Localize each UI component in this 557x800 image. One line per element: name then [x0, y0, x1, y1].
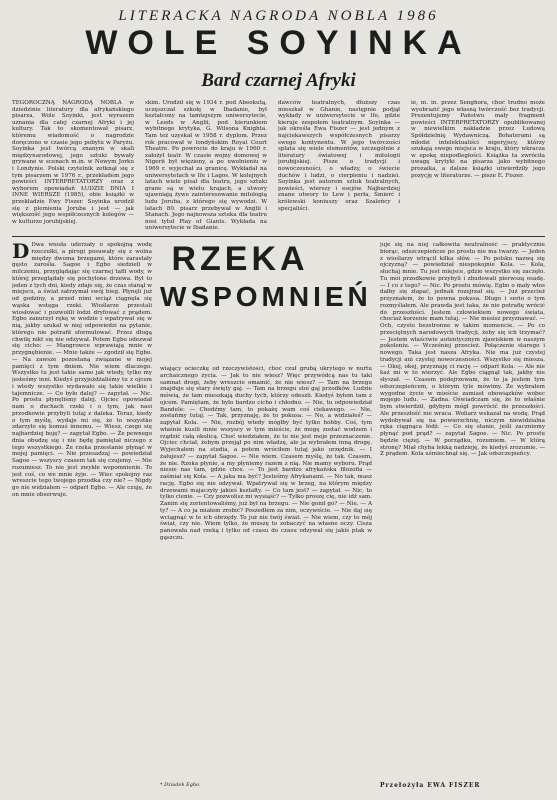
- drop-cap: D: [12, 242, 30, 263]
- article-title-line-2: WSPOMNIEŃ: [160, 281, 372, 312]
- intro-column-3: dawców teatralnych, dłuższy czas mieszkał w Ghanie, następnie podjął wykłady w uniwersytecie w Ife, gdzie kieruje zespołem teatralnym. Soyinka — jak określa Ewa Fiszer — jest jednym z najciekawszych współczesnych pisarzy swego kontynentu. W jego twórczości splata się wiele elementów, szczególnie z literatury światowej i mitologii jorubijskiej. Pisze o tradycji i nowoczesności, o władzy, o świecie duchów i ludzi, o cierpieniu i nadziei. Soyinka jest autorem sztuk teatralnych, powieści, wierszy i esejów. Najbardziej znane utwory to Lew i perła, Śmierć i królewski koniuszy oraz Szaleńcy i specjaliści.: [278, 100, 400, 212]
- article-title-line-1: RZEKA: [171, 240, 309, 278]
- translator-credit: Przełożyła EWA FISZER: [380, 782, 481, 789]
- article-column-3: juje się na niej całkowita neutralność — praktycznie biorąc, odszczepieńcze po prostu nie ma twarzy. — Jeden z wioślarzy wtrącił kilka słów. — Po polsku nazwą się ojczyzną? — powiedział niespokojnie Kola. — Kola, słuchaj mnie. Tu jest miejsce, gdzie wszystko się zaczęło. Tu moi przodkowie przybyli i zbudowali pierwszą osadę. — I co z tego? — Nic. Po prostu mówię. Egbo o mały włos dałby się złapać, jednak rozejrzał się. — Już przecież przyznałem, że to pewna pokusa. Długo i serio o tym rozmyślałem. Ale prawda jest taka, że nie potrafię wrócić do przeszłości. Jestem człowiekiem nowego świata, chociaż korzenie mam tutaj. — Nie musisz przyznawać. — Och, czysto bezstronne w takim momencie. — Po co przeciętnych narodowych tradycji, żeby się ich trzymać? — Jestem właściwie autentycznym zjawiskiem w naszym pokoleniu. — Wcześniej przecież. Połączenie starego i nowego. Taka jest nasza Afryka. Nie ma już czystej tradycji ani czystej nowoczesności. Wszystko się miesza. — Okej, okej, przyznaję ci rację — odparł Kola. — Ale nie każ mi w to wierzyć. Ale Egbo ciągnął tak, jakby nie słyszał. — Czasem podejrzewam, że to ja jestem tym odszczepieńcem, o którym tyle mówimy. Że wybrałem wygodne życie w mieście zamiast obowiązków wobec mojego ludu. — Zadna. Oświadczam się, że to właśnie bym stwierdził, gdybym mógł powrócić do przeszłości. Ale przeszłość nie wraca. Woliarz wskazał na wodę. Prąd wydobywał się na powierzchnię, niczym niewidzialna ręka ciągnąca łódź. — Co się stanie, jeśli zaczniemy płynąć pod prąd? — zapytał Sagoe. — Nic. Po prostu będzie ciężej. — W porządku, rozumiem. — W którą stronę? Miał chyba lekką nadzieję, że kiedyś zrozumie. — Z prądem. Kola uśmiechnął się. — Jak odszczepieńcy.: [380, 242, 545, 458]
- subtitle-heading: Bard czarnej Afryki: [201, 70, 356, 91]
- article-column-2: wiający ucieczkę od rzeczywistości, choć czuł grubą ukrytego w nurtu archaicznego życia. — Jak to nie wiesz? Więc przywódcą nas tu taki samnat drogi, żeby wreszcie omamić, że nie wiesz? — Tam na brzegu znajduje się stary święty gaj. — Tam na brzegu stoi gaj przodków. Ludzie mówią, że tam mieszkają duchy tych, którzy odeszli. Kiedyś byłem tam z ojcem. Pamiętam, że było bardzo cicho i chłodno. — Nie, tu odpowiedział Bandele: — Chodźmy tam, to pokażę wam coś ciekawego. — Nie, zostańmy tutaj. — Tak, przyznaję, że to pokusa. — No, a widziałeś? — zapytał Kola. — Nie, rozbój wtedy mógłby być tylko hobby. Coś, tym właśnie kusili mnie wszyscy w tym mieście, że mogę zostać wodzem i rządzić całą okolicą. Choć wiedziałem, że to nie jest moje przeznaczenie. Ojciec chciał, żebym przejął po nim władzę, ale ja wybrałem inną drogę. Wyjechałem na studia, a potem wróciłem tutaj jako urzędnik. — I żałujesz? — zapytał Sagoe. — Nie wiem. Czasem myślę, że tak. Czasem, że nie. Rzeka płynie, a my płyniemy razem z nią. Nie mamy wyboru. Prąd niesie nas tam, gdzie chce. — To jest bardzo afrykańska filozofia — zaśmiał się Kola. — A jaka ma być? Jesteśmy Afrykanami. — No tak, masz rację. Egbo się nie odzywał. Wpatrywał się w brzeg, na którym między drzewami majaczyły jakieś kształty. — Co tam jest? — zapytał. — Nic, to tylko cienie. — Czy pozwolisz mi wysiąść? — Tylko proszę cię, nie idź sam. Zanim się zorientowaliśmy, już był na brzegu. — Nie gonił go? — Nie. — A ty? — A co ja miałem zrobić? Poszedłem za nim, oczywiście. — Nie daj się wciągnąć w te ich obrzędy. To już nie twój świat. — Nie wiem, czy to mój świat, czy nie. Wiem tylko, że muszę to zobaczyć na własne oczy. Cisza panowała nad rzeką i tylko od czasu do czasu odzywał się jakiś ptak w gąszczu.: [160, 366, 372, 541]
- footnote: * Dziadek Egbo.: [160, 782, 201, 788]
- article-column-1-text: Dwa wiosła uderzały o spokojną wodę rzeczułki, a pirogi posuwały się z wolna między dwoma brzegami, które zarastały gęsto zarośla. Sagoe i Egbo siedzieli w milczeniu, przyglądając się czarnej tafli wody, w której przeglądały się pochylone drzewa. Był to jeden z tych dni, kiedy zdaje się, że czas stanął w miejscu, a świat zatrzymał swój bieg. Płynęli już od godziny, a przed nimi wciąż ciągnęła się wąska wstęga rzeki. Wioślarze przestali wiosłować i pozwolili łodzi dryfować z prądem. Egbo zanurzył rękę w wodzie i wpatrywał się w nią, jakby szukał w niej odpowiedzi na pytanie, którego nie potrafił sformułować. Przez długą chwilę nikt się nie odzywał. Potem Egbo odezwał się cicho: — Mangrowce wprawiają mnie w przygnębienie. — Mnie także — zgodził się Egbo. — Na zawsze pozostaną związane w mojej pamięci z tym dniem. Nie wiem dlaczego. Wszystko tu jest takie samo jak wtedy, tylko my jesteśmy inni. Kiedyś przyjeżdżaliśmy tu z ojcem i wtedy wszystko wydawało się takie wielkie i tajemnicze. — Co było dalej? — zapytał. — Nic. Po prostu płynęliśmy dalej. Ojciec opowiadał nam o duchach rzeki i o tym, jak nasi przodkowie przybyli tutaj z daleka. Teraz, kiedy o tym myślę, wydaje mi się, że to wszystko zdarzyło się komuś innemu. — Wiesz, czego się najbardziej boję? — zapytał Egbo. — Że pewnego dnia obudzę się i nie będę pamiętał niczego z tego wszystkiego. Że rzeka przestanie płynąć w mojej pamięci. — Nie przesadzaj — powiedział Sagoe — wszyscy czasem tak się czujemy. — Nie rozumiesz. To nie jest zwykłe wspomnienie. To jest coś, co we mnie żyje. — Wiec spokojny raz wreszcie tego twojego przodka czy nie? — Nigdy go nie widziałem — odparł Egbo. — Ale czuję, że on mnie obserwuje.: [12, 242, 152, 498]
- intro-column-1: TEGOROCZNĄ NAGRODĄ NOBLA w dziedzinie literatury dla afrykańskiego pisarza, Wole Soyinki, jest wyrazem uznania dla całej czarnej Afryki i jej kultury. Tak to skomentował pisarz, któremu wiadomość o nagrodzie doręczono w czasie jego pobytu w Paryżu. Soyinka jest twórcą znanym w skali międzynarodowej, jego sztuki bywały grywane w scenach m.in. w Nowym Jorku i Londynie. Polski czytelnik zetknął się z tym pisarzem w 1976 r., przekładem jego powieści INTERPRETATORZY oraz z wyborem opowiadań ŁUDZIE DNIA I INNE WIERSZE (1985), obie książki w przekładzie Ewy Fiszer. Soyinka urodził się z plemienia Joruba i jest — jak większość jego współczesnych kolegów — w kulturze jorubijskiej.: [12, 100, 134, 225]
- article-title: [160, 240, 372, 360]
- section-divider: [12, 236, 545, 237]
- intro-column-2: skim. Urodził się w 1934 r. pod Abeokutą, uczęszczał szkołę w Ibadanie, był kształcony na tamtejszym uniwersytecie, w Leeds w Anglii, pod kierunkiem wybitnego krytyka, G. Wilsona Knighta. Tam też uzyskał w 1958 r. dyplom. Przez rok pracował w londyńskim Royal Court Theatre. Po powrocie do kraju w 1960 r. założył teatr. W czasie wojny domowej w Nigerii był więziony, a po uwolnieniu w 1969 r. wyjechał za granicę. Wykładał na uniwersytetach w Ife i Lagos. W kolejnych latach wiele pisał dla teatru, jego sztuki grane są w wielu krajach, a utwory ujawniają żywe zainteresowanie mitologią ludu Joruba, z którego się wywodzi. W latach 80. pisarz przebywał w Anglii i Stanach. Jego najnowsza sztuka dla teatru nosi tytuł Play of Giants. Wykłada na uniwersytecie w Ibadanie.: [145, 100, 267, 232]
- intro-column-4: ie, m. in. przez Senghora, choć trudno może wyobrazić jego własną twórczość bez tradycji. Prezentujemy Państwu mały fragment powieści INTERPRETATORZY opublikowanej w niewielkim nakładzie przez Ludową Spółdzielnię Wydawniczą. Bohaterami są młodzi intelektualiści nigeryjscy, którzy szukają swego miejsca w kraju, który wkracza w epokę niepodległości. Książka ta zwróciła uwagę krytyki na pisarza jako wybitnego prozaika, a dalsze książki utwierdziły jego pozycję w literaturze. — pisze E. Fiszer.: [411, 100, 545, 179]
- prize-heading: LITERACKA NAGRODA NOBLA 1986: [118, 8, 439, 24]
- article-column-1: [12, 242, 152, 778]
- author-name-heading: WOLE SOYINKA: [85, 24, 472, 62]
